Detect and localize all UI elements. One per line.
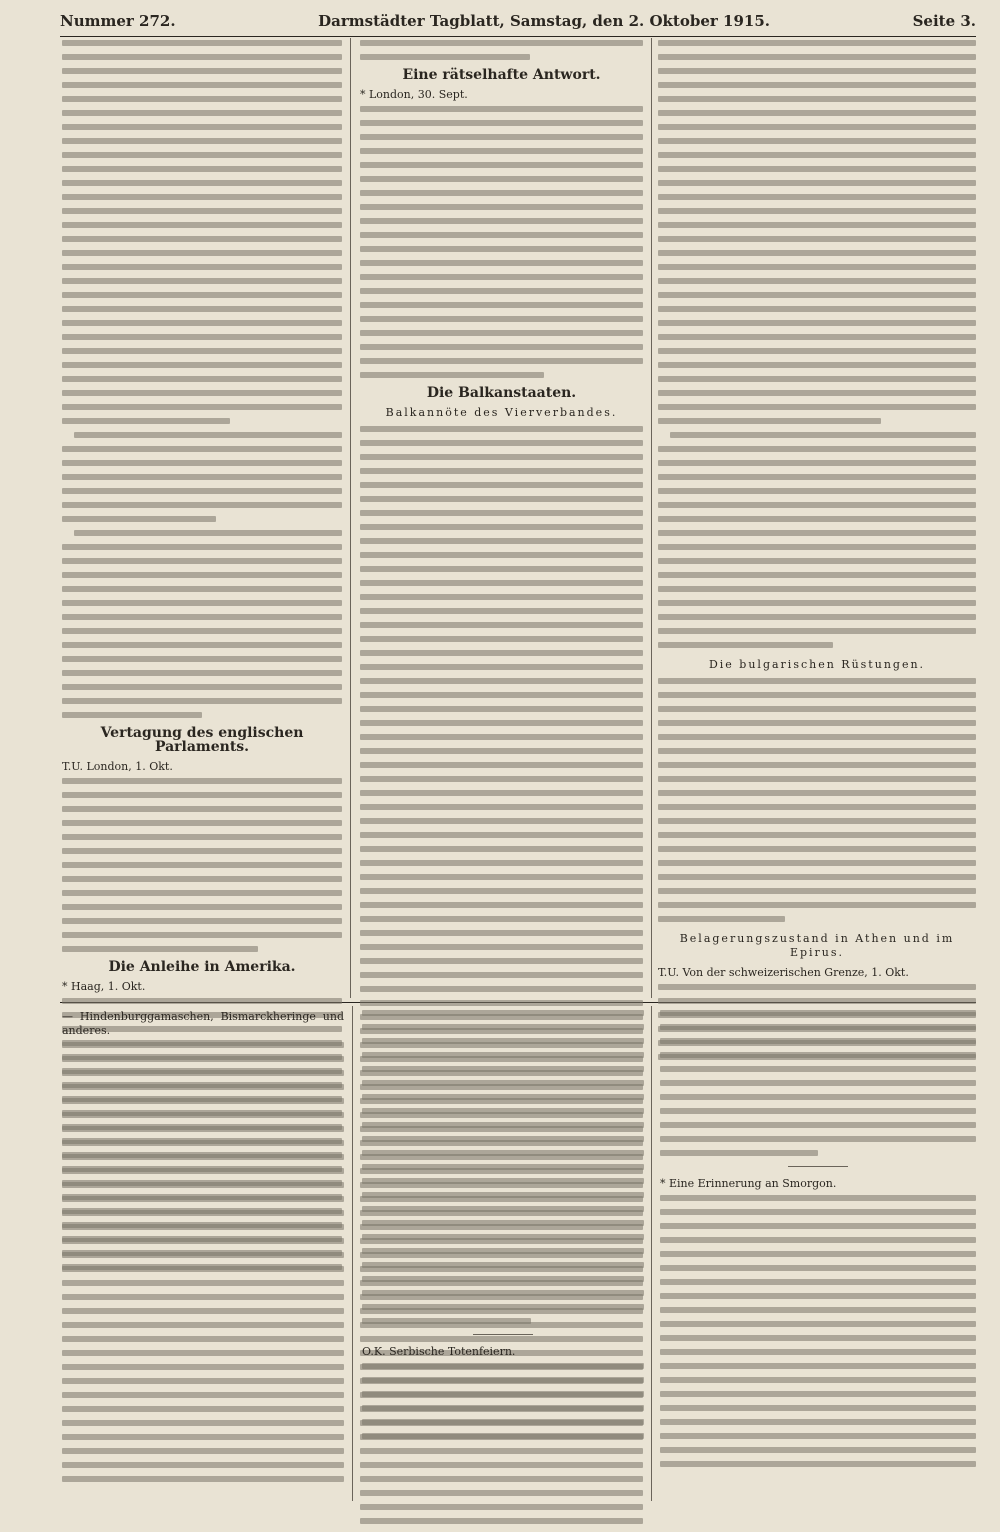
heading-belagerung: Belagerungszustand in Athen und im Epirus. [679, 932, 955, 959]
article-ruestungen [658, 678, 976, 922]
column-3 [658, 40, 976, 1068]
column-rule [350, 38, 351, 998]
heading-anleihe: Die Anleihe in Amerika. [108, 959, 296, 975]
feuilleton-column-3 [660, 1010, 976, 1475]
heading-vertagung: Vertagung des englischen Parlaments. [100, 725, 304, 755]
section-divider [788, 1166, 848, 1167]
subheading-balkannoete: Balkannöte des Vierverbandes. [385, 406, 618, 419]
column-rule [651, 1006, 652, 1501]
column-rule [651, 38, 652, 998]
section-divider [473, 1334, 533, 1335]
heading-ruestungen: Die bulgarischen Rüstungen. [708, 658, 926, 671]
masthead: Darmstädter Tagblatt, Samstag, den 2. Oktober 1915. [318, 12, 770, 30]
article-rumaenien [658, 40, 976, 648]
feuilleton-item-title: * Eine Erinnerung an Smorgon. [660, 1177, 837, 1190]
dateline: T.U. London, 1. Okt. [62, 760, 173, 773]
article-vertagung [62, 760, 342, 952]
feuilleton-column-2 [362, 1010, 644, 1447]
dateline: * Haag, 1. Okt. [62, 980, 146, 993]
dateline: T.U. Von der schweizerischen Grenze, 1. Okt. [658, 966, 909, 979]
feuilleton-title: — Hindenburggamaschen, Bismarckheringe und anderes. [62, 1010, 344, 1037]
heading-antwort: Eine rätselhafte Antwort. [402, 67, 601, 83]
article-unterseeboot [62, 40, 342, 718]
article-antwort [360, 88, 643, 378]
page-header [60, 12, 976, 37]
feuilleton-column-1 [62, 1010, 344, 1490]
feuilleton-item-title: O.K. Serbische Totenfeiern. [362, 1345, 516, 1358]
issue-number: Nummer 272. [60, 12, 176, 30]
heading-balkanstaaten: Die Balkanstaaten. [426, 385, 577, 401]
column-rule [352, 1006, 353, 1501]
dateline: * London, 30. Sept. [360, 88, 468, 101]
page-number: Seite 3. [912, 12, 976, 30]
